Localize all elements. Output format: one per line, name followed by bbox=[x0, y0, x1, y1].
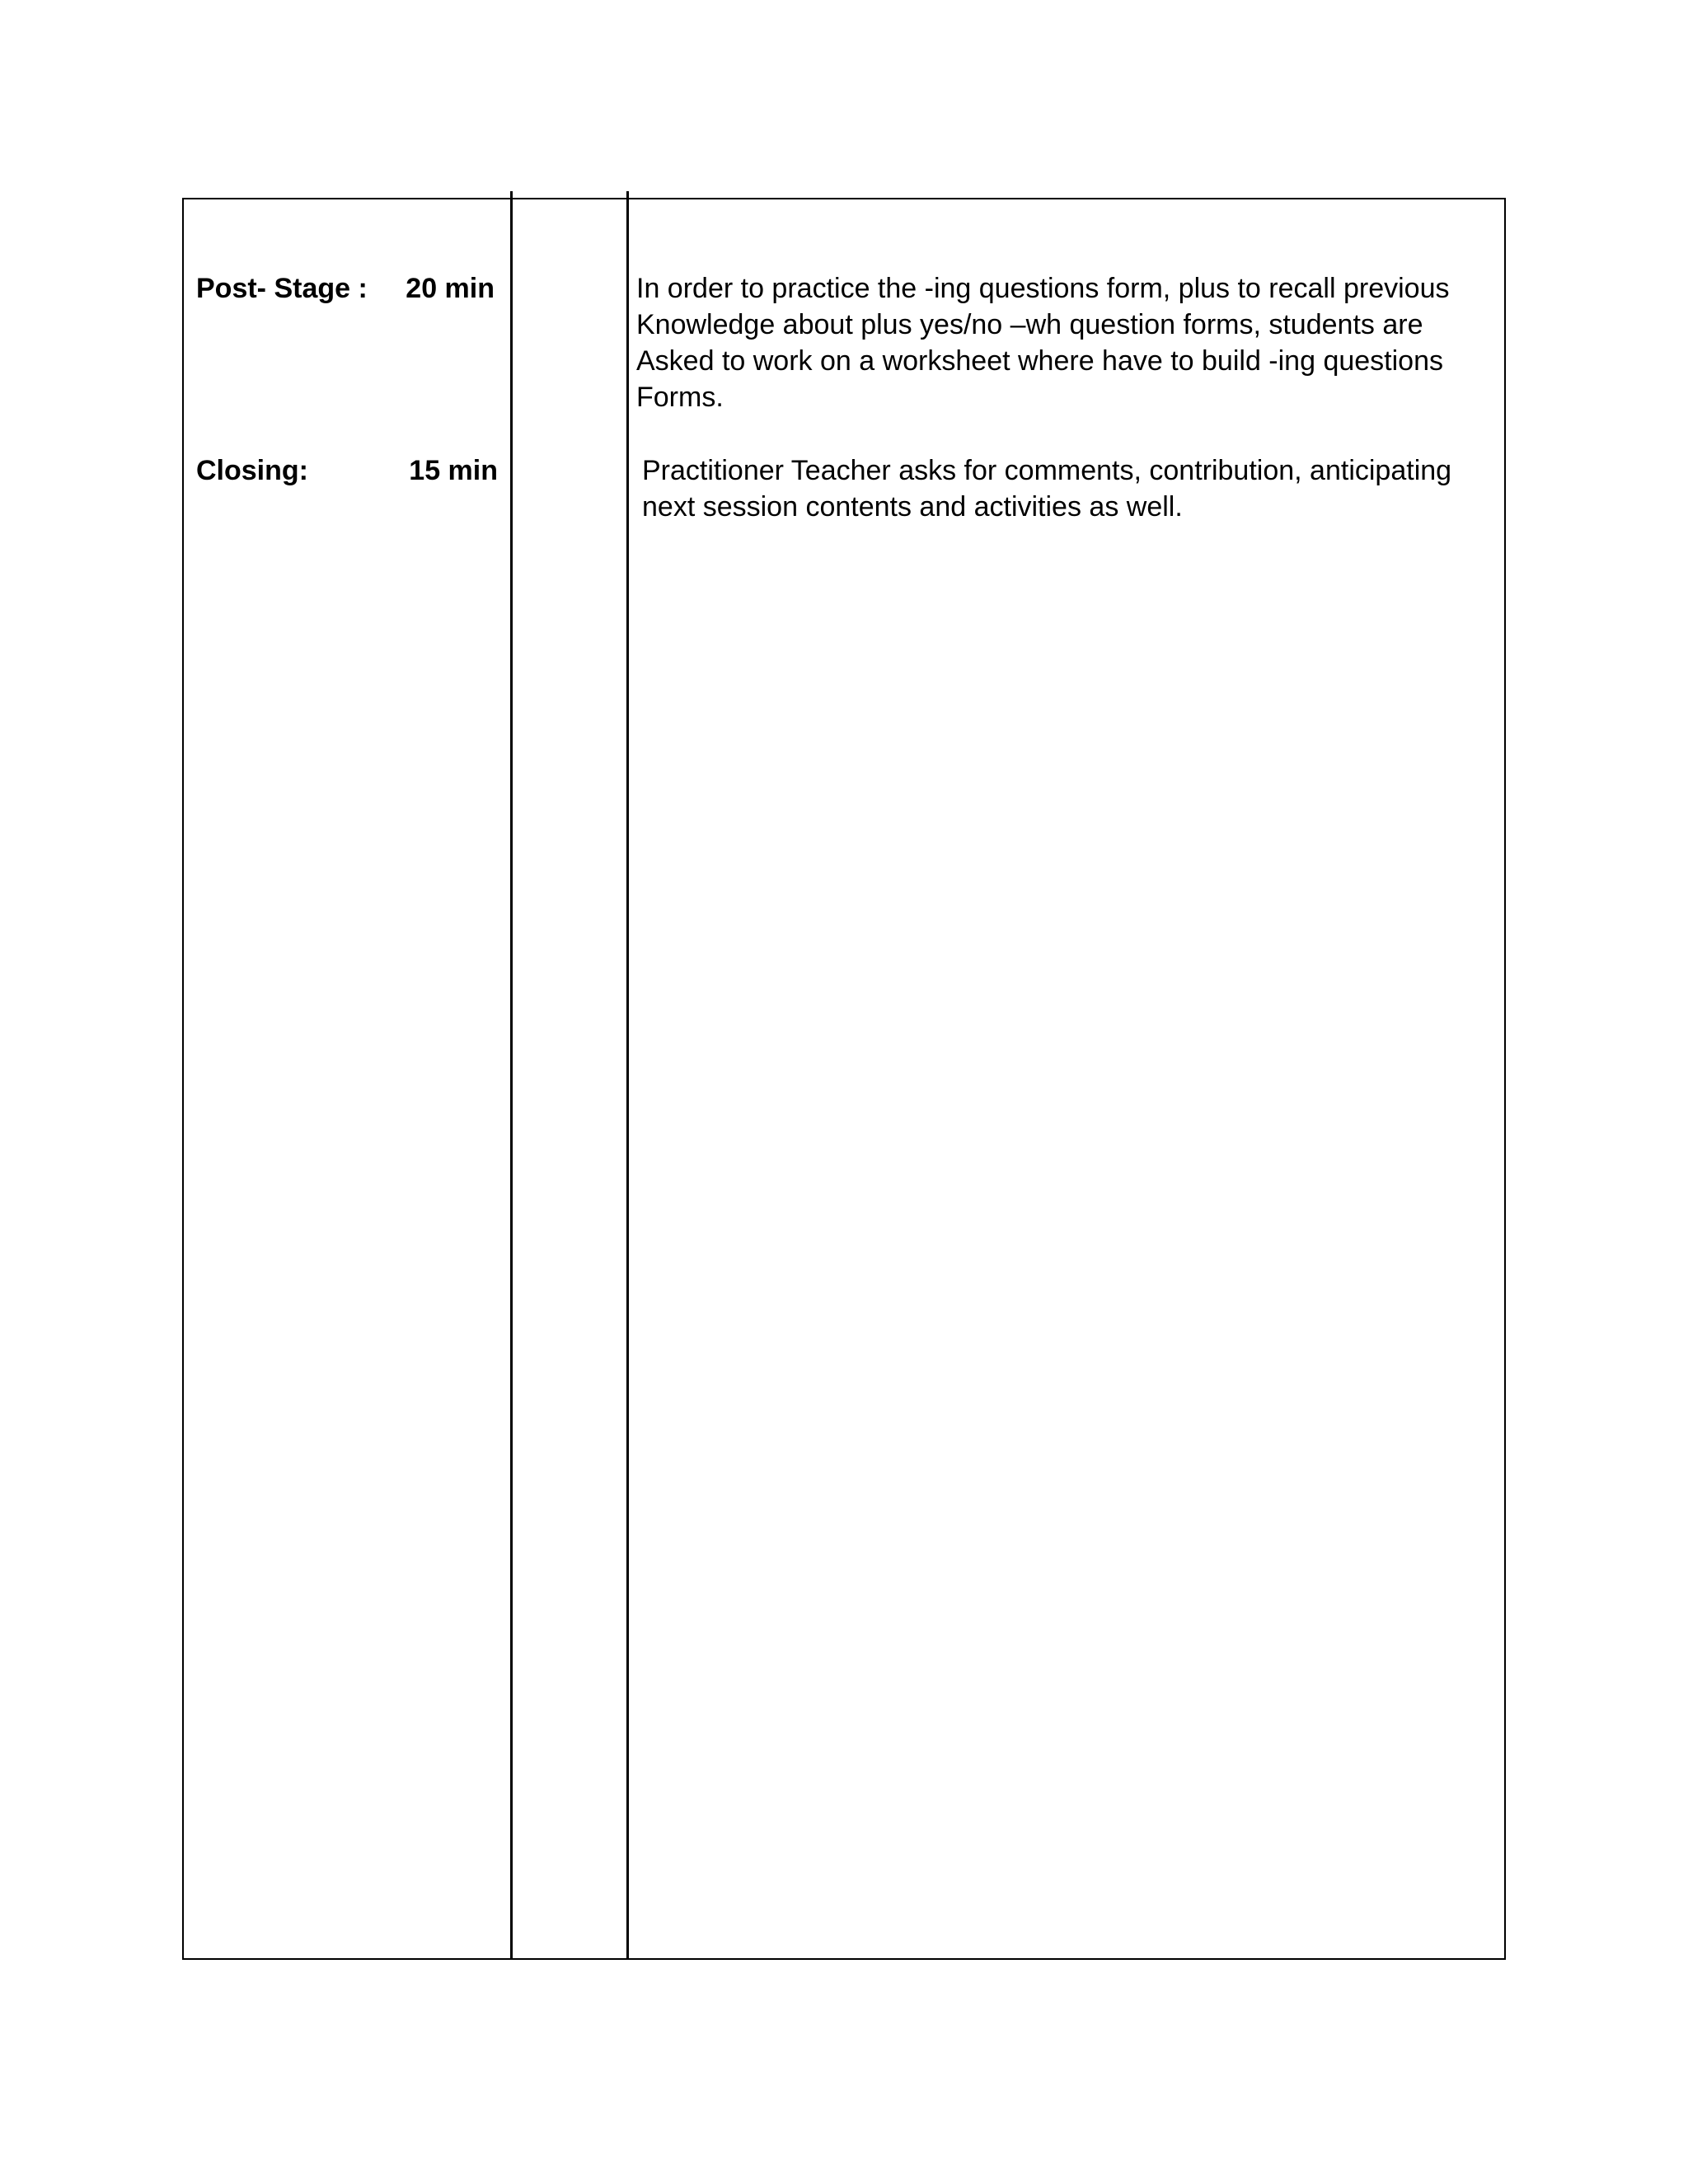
time-label-post-stage: 20 min bbox=[406, 273, 495, 304]
description-line: Knowledge about plus yes/no –wh question forms, students are bbox=[636, 309, 1423, 340]
column-divider-time-description bbox=[626, 191, 629, 1960]
description-line: Practitioner Teacher asks for comments, contribution, anticipating bbox=[642, 455, 1452, 486]
description-line: Forms. bbox=[636, 382, 724, 413]
time-label-closing: 15 min bbox=[409, 455, 498, 486]
column-divider-stage-time bbox=[510, 191, 513, 1960]
description-closing bbox=[642, 452, 1451, 525]
description-line: next session contents and activities as well. bbox=[642, 491, 1183, 523]
description-line: Asked to work on a worksheet where have to build -ing questions bbox=[636, 345, 1443, 377]
description-line: In order to practice the -ing questions form, plus to recall previous bbox=[636, 273, 1450, 304]
stage-label-closing: Closing: bbox=[196, 455, 308, 486]
description-post-stage bbox=[636, 270, 1449, 415]
stage-label-post-stage: Post- Stage : bbox=[196, 273, 368, 304]
